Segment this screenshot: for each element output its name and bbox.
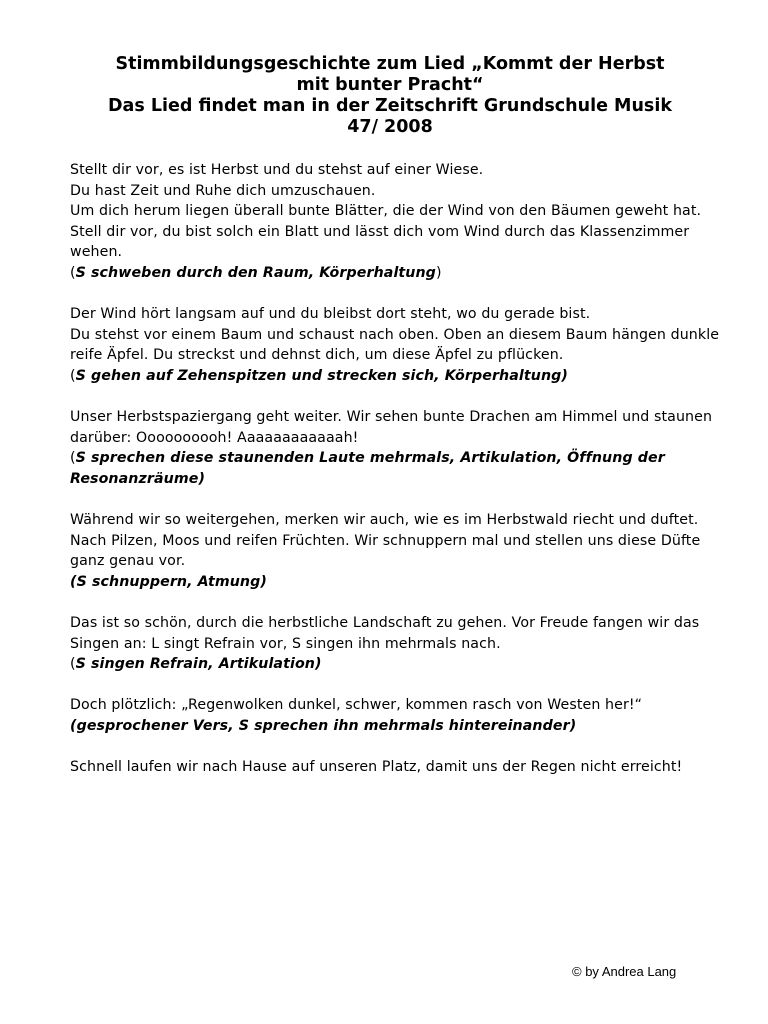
note-text: S schweben durch den Raum, Körperhaltung bbox=[75, 264, 436, 281]
story-paragraph bbox=[70, 757, 720, 778]
note-text: S sprechen diese staunenden Laute mehrmals, Artikulation, Öffnung der bbox=[75, 450, 665, 467]
story-body bbox=[70, 160, 720, 798]
text-line: Unser Herbstspaziergang geht weiter. Wir sehen bunte Drachen am Himmel und staunen bbox=[70, 409, 713, 426]
title-line: 47/ 2008 bbox=[347, 117, 433, 137]
author-credit: © by Andrea Lang bbox=[572, 964, 677, 979]
note-paren: ) bbox=[435, 264, 442, 281]
title-line: mit bunter Pracht“ bbox=[296, 75, 484, 95]
instruction-note bbox=[70, 654, 720, 675]
document-title bbox=[60, 54, 720, 138]
title-line: Das Lied findet man in der Zeitschrift Grundschule Musik bbox=[108, 96, 672, 116]
text-line: Du stehst vor einem Baum und schaust nach oben. Oben an diesem Baum hängen dunkle bbox=[70, 326, 720, 343]
text-line: Der Wind hört langsam auf und du bleibst dort steht, wo du gerade bist. bbox=[70, 306, 591, 323]
text-line: wehen. bbox=[70, 244, 123, 261]
instruction-note-continued: Resonanzräume) bbox=[70, 470, 206, 487]
story-paragraph bbox=[70, 613, 720, 675]
note-text: S singen Refrain, Artikulation) bbox=[75, 656, 322, 673]
note-text: S gehen auf Zehenspitzen und strecken sich, Körperhaltung) bbox=[75, 367, 569, 384]
text-line: reife Äpfel. Du streckst und dehnst dich, um diese Äpfel zu pflücken. bbox=[70, 347, 564, 364]
text-line: darüber: Oooooooooh! Aaaaaaaaaaaah! bbox=[70, 429, 359, 446]
instruction-note bbox=[70, 263, 720, 284]
story-paragraph bbox=[70, 304, 720, 386]
text-line: Stellt dir vor, es ist Herbst und du stehst auf einer Wiese. bbox=[70, 162, 484, 178]
text-line: Stell dir vor, du bist solch ein Blatt und lässt dich vom Wind durch das Klassenzimmer bbox=[70, 223, 690, 240]
text-line: Um dich herum liegen überall bunte Blätter, die der Wind von den Bäumen geweht hat. bbox=[70, 203, 702, 220]
note-paren: ( bbox=[70, 450, 76, 467]
text-line: Während wir so weitergehen, merken wir auch, wie es im Herbstwald riecht und duftet. bbox=[70, 512, 699, 529]
text-line: Das ist so schön, durch die herbstliche Landschaft zu gehen. Vor Freude fangen wir das bbox=[70, 615, 700, 632]
note-paren: ( bbox=[70, 656, 76, 673]
instruction-note: (gesprochener Vers, S sprechen ihn mehrmals hintereinander) bbox=[70, 718, 577, 735]
text-line: Doch plötzlich: „Regenwolken dunkel, schwer, kommen rasch von Westen her!“ bbox=[70, 697, 643, 714]
text-line: Singen an: L singt Refrain vor, S singen ihn mehrmals nach. bbox=[70, 635, 501, 652]
note-paren: ( bbox=[70, 367, 76, 384]
story-paragraph bbox=[70, 160, 720, 284]
instruction-note: (S schnuppern, Atmung) bbox=[70, 573, 267, 590]
note-paren: ( bbox=[70, 264, 76, 281]
title-line: Stimmbildungsgeschichte zum Lied „Kommt der Herbst bbox=[115, 54, 665, 74]
instruction-note bbox=[70, 366, 720, 387]
story-paragraph bbox=[70, 407, 720, 489]
text-line: Nach Pilzen, Moos und reifen Früchten. Wir schnuppern mal und stellen uns diese Düfte bbox=[70, 532, 701, 549]
text-line: Schnell laufen wir nach Hause auf unseren Platz, damit uns der Regen nicht erreicht! bbox=[70, 759, 683, 776]
instruction-note bbox=[70, 448, 720, 469]
text-line: ganz genau vor. bbox=[70, 553, 186, 570]
story-paragraph bbox=[70, 510, 720, 592]
text-line: Du hast Zeit und Ruhe dich umzuschauen. bbox=[70, 182, 376, 199]
story-paragraph bbox=[70, 695, 720, 736]
